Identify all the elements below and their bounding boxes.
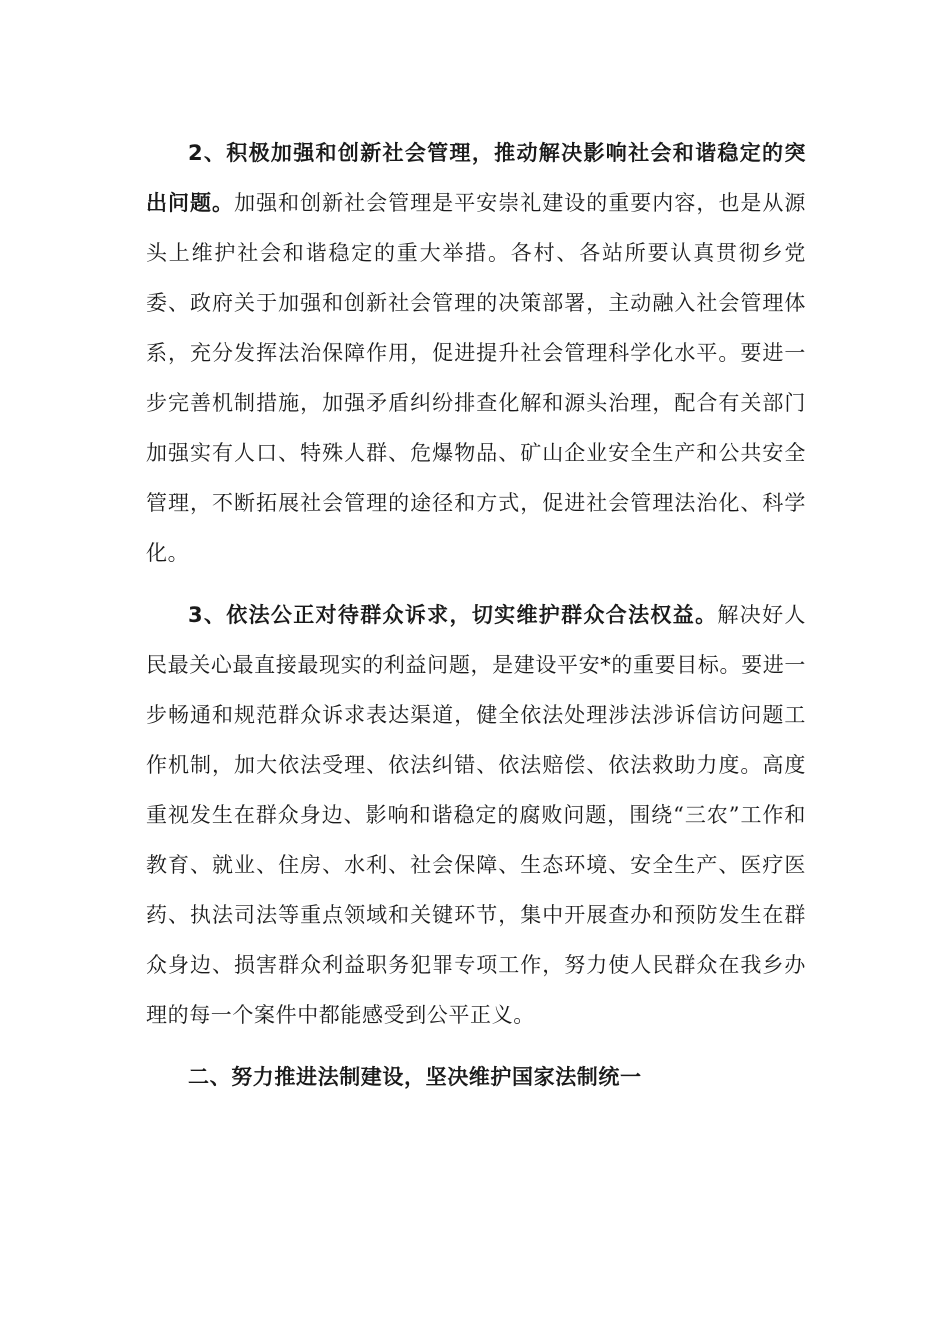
paragraph-body-text: 解决好人民最关心最直接最现实的利益问题，是建设平安*的重要目标。要进一步畅通和规范群众诉求表达渠道，健全依法处理涉法涉诉信访问题工作机制，加大依法受理、依法纠错、依法赔偿、依法救助力度。高度重视发生在群众身边、影响和谐稳定的腐败问题，围绕“三农”工作和教育、就业、住房、水利、社会保障、生态环境、安全生产、医疗医药、执法司法等重点领域和关键环节，集中开展查办和预防发生在群众身边、损害群众利益职务犯罪专项工作，努力使人民群众在我乡办理的每一个案件中都能感受到公平正义。 [146, 603, 806, 1027]
paragraph-lead-heading: 3、依法公正对待群众诉求，切实维护群众合法权益。 [188, 603, 718, 627]
document-page [146, 128, 806, 1102]
section-heading: 二、努力推进法制建设，坚决维护国家法制统一 [188, 1065, 642, 1089]
paragraph-public-appeals [146, 590, 806, 1040]
paragraph-lead-heading: 2、积极加强和创新社会管理，推动解决影响社会和谐稳定的突出问题。 [146, 141, 806, 215]
paragraph-social-management [146, 128, 806, 578]
paragraph-body-text: 加强和创新社会管理是平安崇礼建设的重要内容，也是从源头上维护社会和谐稳定的重大举措。各村、各站所要认真贯彻乡党委、政府关于加强和创新社会管理的决策部署，主动融入社会管理体系，充分发挥法治保障作用，促进提升社会管理科学化水平。要进一步完善机制措施，加强矛盾纠纷排查化解和源头治理，配合有关部门加强实有人口、特殊人群、危爆物品、矿山企业安全生产和公共安全管理，不断拓展社会管理的途径和方式，促进社会管理法治化、科学化。 [146, 191, 806, 565]
